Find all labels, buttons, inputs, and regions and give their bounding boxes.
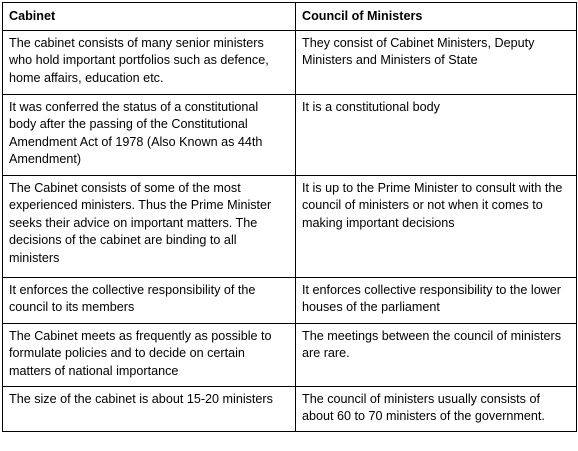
table-row <box>3 95 577 176</box>
table-row <box>3 176 577 278</box>
table-row <box>3 31 577 95</box>
cabinet-cell: The Cabinet consists of some of the most experienced ministers. Thus the Prime Minister seeks their advice on important matters. The decisions of the cabinet are binding to all ministers <box>3 176 296 278</box>
council-cell: The meetings between the council of ministers are rare. <box>296 324 577 387</box>
council-cell: It is up to the Prime Minister to consult with the council of ministers or not when it comes to making important decisions <box>296 176 577 278</box>
cabinet-cell: The cabinet consists of many senior ministers who hold important portfolios such as defence, home affairs, education etc. <box>3 31 296 95</box>
council-cell: They consist of Cabinet Ministers, Deputy Ministers and Ministers of State <box>296 31 577 95</box>
comparison-table <box>2 2 577 432</box>
council-cell: It is a constitutional body <box>296 95 577 176</box>
header-cabinet: Cabinet <box>3 3 296 31</box>
table-row <box>3 278 577 324</box>
table-row <box>3 324 577 387</box>
cabinet-cell: The size of the cabinet is about 15-20 ministers <box>3 387 296 432</box>
header-council-of-ministers: Council of Ministers <box>296 3 577 31</box>
council-cell: The council of ministers usually consists of about 60 to 70 ministers of the government. <box>296 387 577 432</box>
table-row <box>3 387 577 432</box>
council-cell: It enforces collective responsibility to the lower houses of the parliament <box>296 278 577 324</box>
cabinet-cell: It was conferred the status of a constitutional body after the passing of the Constitutional Amendment Act of 1978 (Also Known as 44th Amendment) <box>3 95 296 176</box>
cabinet-cell: The Cabinet meets as frequently as possible to formulate policies and to decide on certain matters of national importance <box>3 324 296 387</box>
table-header-row <box>3 3 577 31</box>
cabinet-cell: It enforces the collective responsibility of the council to its members <box>3 278 296 324</box>
